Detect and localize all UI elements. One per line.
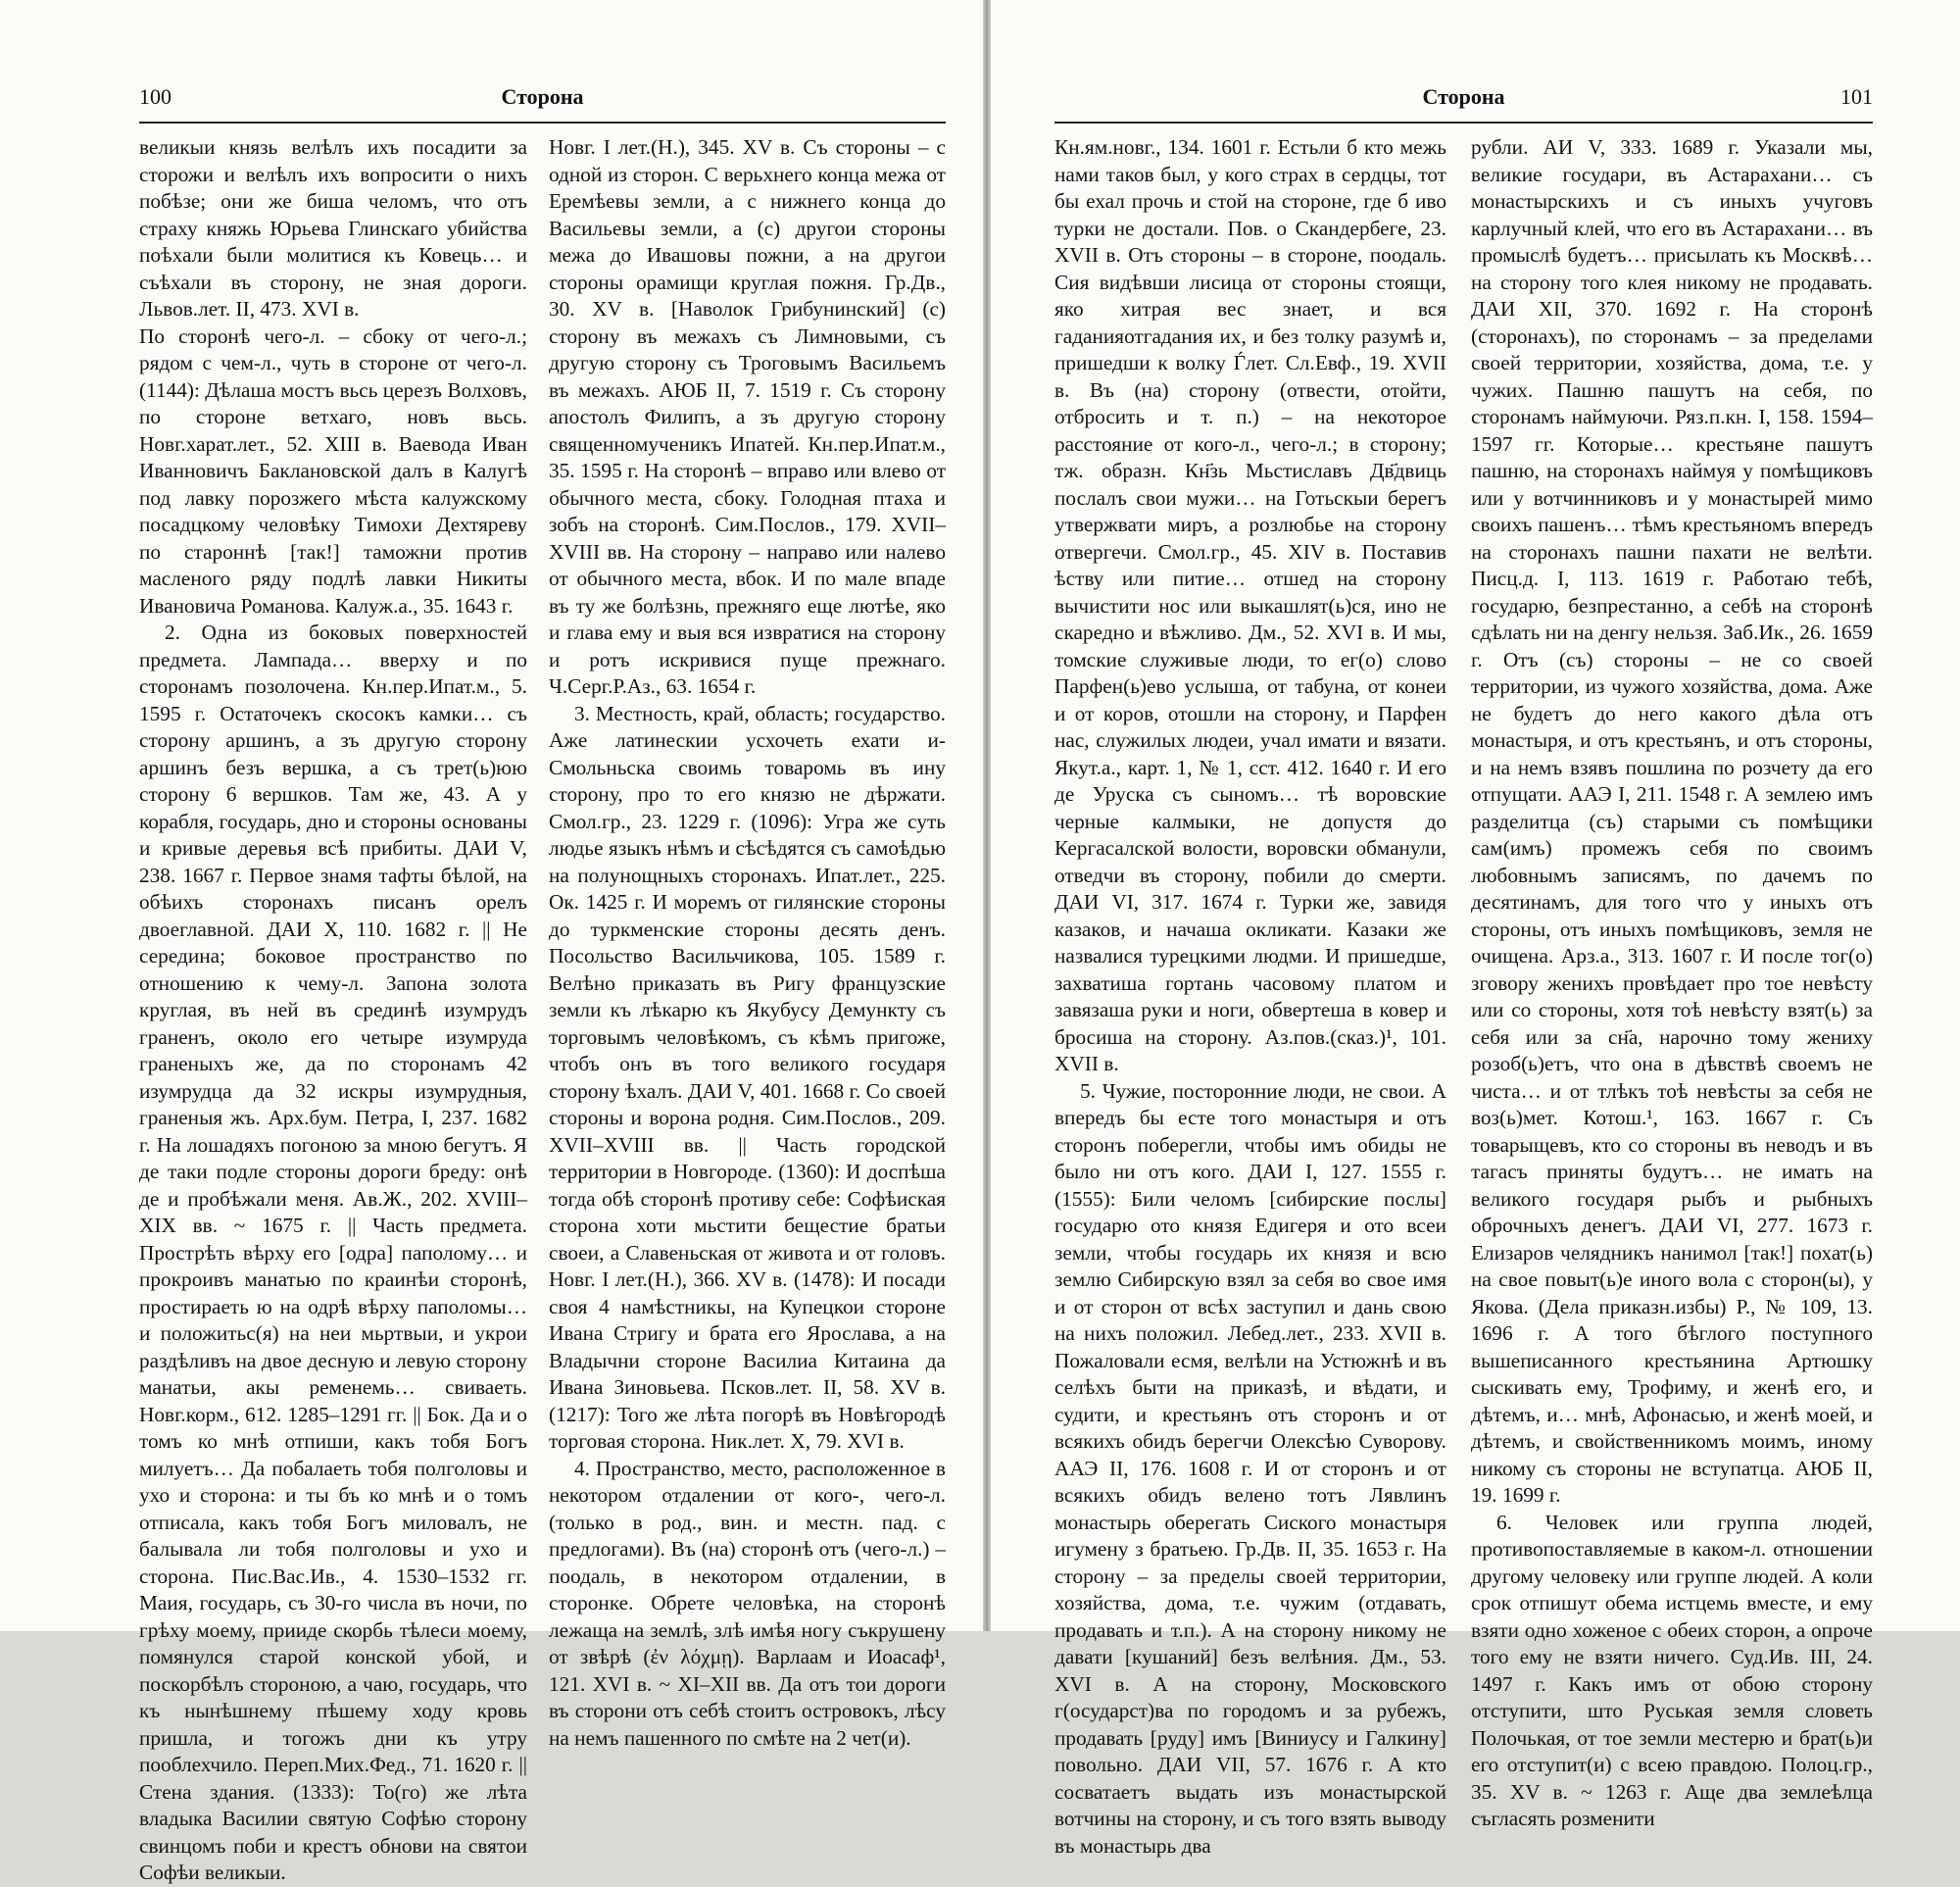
paragraph: великыи князь велѣлъ ихъ посадити за сторожи и велѣлъ ихъ вопросити о нихъ побѣзе; они же биша челомъ, что отъ страху княжь Юрьева Глинскаго убийства поѣхали были молитися къ Ковець… и съѣхали въ сторону, не зная дороги. Львов.лет. II, 473. XVI в.	[139, 135, 527, 321]
paragraph: 4. Пространство, место, расположенное в некотором отдалении от кого-, чего-л. (только в род., вин. и местн. пад. с предлогами). Въ (на) сторонѣ отъ (чего-л.) – поодаль, в некотором отдалении, в сторонке. Обрете человѣка, на сторонѣ лежаща на землѣ, злѣ имѣя ногу съкрушену от звѣрѣ (ἐν λόχμῃ). Варлаам и Иоасаф¹, 121. XVI в. ~ XI–XII вв. Да отъ тои дороги въ сторони отъ себѣ стоитъ островокъ, лѣсу на немъ пашенного по смѣте на 2 чет(и).	[549, 1456, 946, 1750]
paragraph: 5. Чужие, посторонние люди, не свои. А впередъ бы естe того монастыря и отъ сторонъ поберегли, чтобы имъ обиды не было ни отъ кого. ДАИ I, 127. 1555 г. (1555): Били челомъ [сибирские послы] государю ото князя Едигеря и ото всеи земли, чтобы государь их князя и всю землю Сибирскую взял за себя во свое имя и от сторон от всѣх заступил и дань свою на нихъ положил. Лебед.лет., 233. XVII в. Пожаловали есмя, велѣли на Устюжнѣ и въ селѣхъ быти на приказѣ, и вѣдати, и судити, и крестьянъ отъ сторонъ и от всякихъ обидъ берегчи Олексѣю Суворову. ААЭ II, 176. 1608 г. И от сторонъ и от всякихъ обидъ велено тотъ Лявлинъ монастырь оберегать Сиского монастыря игумену з братьею. Гр.Дв. II, 35. 1653 г. На сторону – за пределы своей территории, хозяйства, дома, т.е. чужим (отдавать, продавать и т.п.). А на сторону никому не давати [кушаний] безъ велѣния. Дм., 53. XVI в. А на сторону, Московского г(осударст)ва по городомъ и за рубежъ, продавать [руду] имъ [Виниусу и Галкину] повольно. ДАИ VII, 57. 1676 г. А кто сосватаетъ выдать изъ монастырской вотчины на сторону, и съ того взять выводу въ монастырь два	[1054, 1078, 1446, 1858]
book-gutter	[983, 0, 991, 1631]
right-page	[991, 0, 1960, 1858]
right-column-1	[1054, 134, 1446, 1858]
right-page-header	[1054, 84, 1873, 124]
left-page-header	[139, 84, 946, 124]
paragraph: Кн.ям.новг., 134. 1601 г. Естьли б кто межь нами таков был, у кого страх в сердцы, тот бы ехал прочь и стой на стороне, где б иво турки не достали. Пов. о Скандербеге, 23. XVII в. Отъ стороны – в стороне, поодаль. Сия видѣвши лисица от стороны стоящи, яко хитрая вес знает, и вся гаданияотгадания их, и без толку разумѣ и, пришедши к волку Ѓлет. Сл.Евф., 19. XVII в. Въ (на) сторону (отвести, отойти, отбросить и т. п.) – на некоторое расстояние от кого-л., чего-л.; в сторону; тж. образн. Кн҃зь Мьстиславъ Дв҃двиць послалъ свои мужи… на Готьскыи берегъ утвержвати миръ, а розлюбье на сторону отвергечи. Смол.гр., 45. XIV в. Поставив ѣству или питие… отшед на сторону вычистити нос или выкашлят(ь)ся, ино не скаредно и вѣжливо. Дм., 52. XVI в. И мы, томские служивые люди, то ег(о) слово Парфен(ь)ево услыша, от табуна, от конеи и от коров, отошли на сторону, и Парфен нас, служилых людеи, учал имати и вязати. Якут.а., карт. 1, № 1, сст. 412. 1640 г. И его де Уруска съ сыномъ… тѣ воровские черные калмыки, не допустя до Кергасалской волости, воровски обманули, отведчи въ сторону, побили до смерти. ДАИ VI, 317. 1674 г. Турки же, завидя казаков, и начаша окликати. Казаки же назвалися турецкими людми. И пришедше, захватиша гортань часовому платом и завязаша руки и ноги, обвертеша в ковер и бросиша на сторону. Аз.пов.(сказ.)¹, 101. XVII в.	[1054, 135, 1446, 1075]
left-column-1	[139, 134, 527, 1884]
paragraph: По сторонѣ чего-л. – сбоку от чего-л.; рядом с чем-л., чуть в стороне от чего-л. (1144): Дѣлаша мостъ вьсь церезъ Волховъ, по стороне ветхаго, новъ вьсь. Новг.харат.лет., 52. XIII в. Ваевода Иван Иванновичъ Баклановской далъ в Калугѣ под лавку порозжего мѣста калужскому посадцкому человѣку Тимохи Дехтяреву по староннѣ [так!] таможни против масленого ряду подлѣ лавки Никиты Ивановича Романова. Калуж.а., 35. 1643 г.	[139, 323, 527, 618]
paragraph: 3. Местность, край, область; государство. Аже латинескии усхочеть ехати и-Смольньска своимь товаромь въ ину сторону, про то его князю не дѣржати. Смол.гр., 23. 1229 г. (1096): Угра же суть людье языкъ нѣмъ и сѣсѣдятся съ самоѣдью на полунощныхъ сторонахъ. Ипат.лет., 225. Ок. 1425 г. И моремъ от гилянские стороны до туркменские стороны десять денъ. Посольство Васильчикова, 105. 1589 г. Велѣно приказать въ Ригу французские земли къ лѣкарю къ Якубусу Демункту съ торговымъ человѣкомъ, съ кѣмъ пригоже, чтобъ онъ въ того великого государя сторону ѣхалъ. ДАИ V, 401. 1668 г. Со своей стороны и ворона родня. Сим.Послов., 209. XVII–XVIII вв. || Часть городской территории в Новгороде. (1360): И доспѣша тогда обѣ сторонѣ противу себе: Софѣиская сторона хоти мьстити бещестие братьи своеи, а Славеньская от живота и от головъ. Новг. I лет.(Н.), 366. XV в. (1478): И посади своя 4 намѣстникы, на Купецкои стороне Ивана Стригу и брата его Ярослава, а на Владычни стороне Василиа Китаина да Ивана Зиновьевa. Псков.лет. II, 58. XV в. (1217): Того же лѣта погорѣ въ Новѣгородѣ торговая сторона. Ник.лет. X, 79. XVI в.	[549, 701, 946, 1453]
right-header-rule	[1054, 122, 1873, 124]
paragraph: рубли. АИ V, 333. 1689 г. Указали мы, великие государи, въ Астарахани… съ монастырскихъ и съ иныхъ учуговъ карлучный клей, что его въ Астарахани… въ промыслѣ будетъ… присылать къ Москвѣ… на сторону того клея никому не продавать. ДАИ XII, 370. 1692 г. На сторонѣ (сторонахъ), по сторонамъ – за пределами своей территории, хозяйства, дома, т.е. у чужих. Пашню пашутъ на себя, по сторонамъ наймуючи. Ряз.п.кн. I, 158. 1594–1597 гг. Которые… крестьяне пашутъ пашню, на сторонахъ наймуя у помѣщиковъ или у вотчинниковъ и у монастырей мимо своихъ пашенъ… тѣмъ крестьяномъ впередъ на сторонахъ пашни пахати не велѣти. Писц.д. I, 113. 1619 г. Работаю тебѣ, государю, безпрестанно, а себѣ на сторонѣ сдѣлать ни на денгу нельзя. Заб.Ик., 26. 1659 г. Отъ (съ) стороны – не со своей территории, из чужого хозяйства, дома. Аже не будетъ до него какого дѣла отъ монастыря, и отъ крестьянъ, и отъ стороны, и на немъ взявъ пошлина по розчету да его отпущати. ААЭ I, 211. 1548 г. А землею имъ разделитца (съ) старыми съ помѣщики сам(имъ) промежъ себя по своимъ любовнымъ записямъ, по дачемъ по десятинамъ, для того что у иныхъ отъ стороны, отъ иныхъ помѣщиковъ, земля не очищена. Арз.а., 313. 1607 г. И после тог(о) зговору женихъ провѣдает про тое невѣсту или со стороны, хотя тоѣ невѣсту взят(ь) за себя или за сн҃а, нарочно тому жениху розоб(ь)етъ, что она в дѣвствѣ своемъ не чиста… и от тлѣкъ тоѣ невѣсты за себя не воз(ь)мет. Котош.¹, 163. 1667 г. Съ товарыщевъ, кто со стороны въ неводъ и въ тагасъ приняты будутъ… не имать на великого государя рыбъ и рыбныхъ оброчныхъ денегъ. ДАИ VI, 277. 1673 г. Елизаров челядникъ нанимол [так!] похат(ь) на свое повыт(ь)е иного вола с сторон(ы), у Якова. (Дела приказн.избы) Р., № 109, 13. 1696 г. А того бѣглого поступного вышеписанного крестьянина Артюшку сыскивать ему, Трофиму, и женѣ его, и дѣтемъ, и… мнѣ, Афонасью, и женѣ моей, и дѣтемъ, и свойственникомъ моимъ, иному никому съ стороны не вступатца. АЮБ II, 19. 1699 г.	[1471, 135, 1873, 1507]
paragraph: 2. Одна из боковых поверхностей предмета. Лампада… вверху и по сторонамъ позолочена. Кн.пер.Ипат.м., 5. 1595 г. Остаточекъ скосокъ камки… съ сторону аршинъ, а зъ другую сторону аршинъ безъ вершка, а съ трет(ь)юю сторону 6 вершков. Там же, 43. А у корабля, государь, дно и стороны основаны и кривые деревья всѣ прибиты. ДАИ V, 238. 1667 г. Первое знамя тафты бѣлой, на обѣихъ сторонахъ писанъ орелъ двоеглавной. ДАИ X, 110. 1682 г. || Не середина; боковое пространство по отношению к чему-л. Запона золота круглая, въ ней въ срединѣ изумрудъ граненъ, около его четыре изумруда граненыхъ же, да по сторонамъ 42 изумрудца да 32 искры изумрудныя, граненыя жъ. Арх.бум. Петра, I, 237. 1682 г. На лошадяхъ погоною за мною бегутъ. Я де таки подле стороны дороги бреду: онѣ де и пробѣжали меня. Ав.Ж., 202. XVIII–XIX вв. ~ 1675 г. || Часть предмета. Прострѣть вѣрху его [одра] паполому… и прокроивъ манатью по краинѣи сторонѣ, простираеть ю на одрѣ вѣрху паполомы… и положитьс(я) на неи мьртвыи, и укрои раздѣливъ на двое десную и левую сторону манатьи, акы ременемь… свиваеть. Новг.корм., 612. 1285–1291 гг. || Бок. Да и о томъ ко мнѣ отпиши, какъ тобя Богъ милуетъ… Да побалаеть тобя полголовы и ухо и сторона: и ты бъ ко мнѣ и о томъ отписала, какъ тобя Богъ миловалъ, не балывала ли тобя полголовы и ухо и сторона. Пис.Вас.Ив., 4. 1530–1532 гг. Маия, государь, съ 30-го числа въ ночи, по грѣху моему, прииде скорбь тѣлеси моему, помянулся старой конской убой, и поскорбѣлъ стороною, а чаю, государь, что къ нынѣшнему пѣшему ходу кровь пришла, и тогожъ дни къ утру пооблехчило. Переп.Мих.Фед., 71. 1620 г. || Стена здания. (1333): То(го) же лѣта владыка Василии святую Софѣю сторону свинцомъ поби и крестъ обнови на святои Софѣи великыи.	[139, 621, 527, 1884]
left-column-2	[549, 134, 946, 1750]
left-header-rule	[139, 122, 946, 124]
right-column-2	[1471, 134, 1873, 1830]
left-page-number: 100	[139, 84, 172, 109]
left-running-head: Сторона	[501, 84, 584, 109]
right-running-head: Сторона	[1422, 84, 1505, 109]
paragraph: 6. Человек или группа людей, противопоставляемые в каком-л. отношении другому человеку или группе людей. А коли срок отпишут обема истцемь вместе, и ему взяти одно хоженое с обеих сторон, а опроче того ему не взяти ничего. Суд.Ив. III, 24. 1497 г. Какъ имъ от обою сторону отступити, што Руськая земля словеть Полочькая, от тое земли местерю и брат(ь)и его отступит(и) с всею правдою. Полоц.гр., 35. XV в. ~ 1263 г. Аще два землеѣлца съгласять розменити	[1471, 1510, 1873, 1830]
right-page-number: 101	[1840, 84, 1873, 109]
paragraph: Новг. I лет.(Н.), 345. XV в. Съ стороны – с одной из сторон. С верьхнего конца межа от Еремѣевы земли, а с нижнего конца до Васильевы земли, а (с) другои стороны межа до Ивашовы пожни, а на другои стороны орамищи круглая пожня. Гр.Дв., 30. XV в. [Наволок Грибунинский] (с) сторону въ межахъ съ Лимновыми, съ другую сторону съ Троговымъ Васильемъ въ межахъ. АЮБ II, 7. 1519 г. Съ сторону апостолъ Филипъ, а зъ другую сторону священномученикъ Ипатей. Кн.пер.Ипат.м., 35. 1595 г. На сторонѣ – вправо или влево от обычного места, сбоку. Голодная птаха и зобъ на сторонѣ. Сим.Послов., 179. XVII–XVIII вв. На сторону – направо или налево от обычного места, вбок. И по мале впаде въ ту же болѣзнь, прежняго еще лютѣе, яко и глава ему и выя вся извратися на сторону и ротъ искривися пуще прежнаго. Ч.Серг.Р.Аз., 63. 1654 г.	[549, 135, 946, 698]
